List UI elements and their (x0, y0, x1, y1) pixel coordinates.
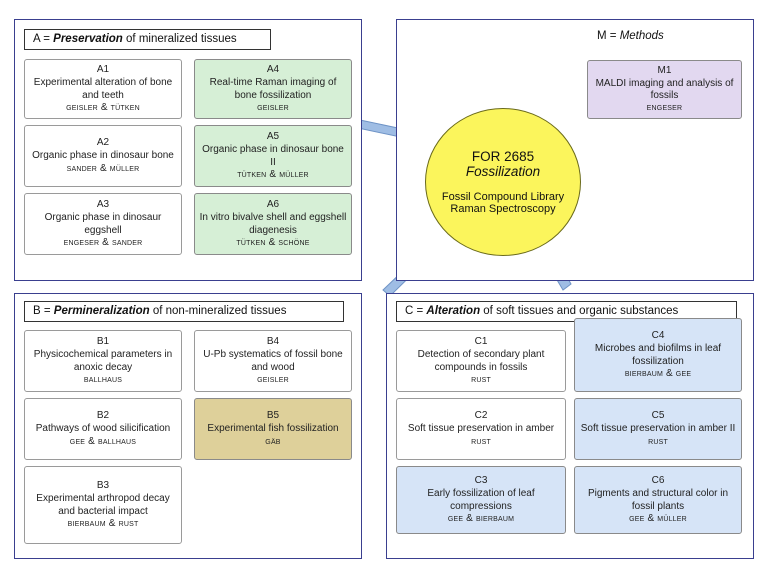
card-b5[interactable] (194, 398, 352, 460)
card-a2-code: A2 (96, 137, 110, 149)
card-a5-title: Organic phase in dinosaur bone II (202, 144, 344, 168)
card-b3-title: Experimental arthropod decay and bacterial impact (36, 493, 170, 517)
card-a3-author: engeser & sander (63, 236, 143, 248)
card-b1-title: Physicochemical parameters in anoxic decay (33, 349, 173, 373)
hub-line1: FOR 2685 (471, 149, 535, 164)
card-c3-code: C3 (474, 475, 488, 487)
card-a3-title: Organic phase in dinosaur eggshell (44, 212, 162, 236)
panel-b-rest: of non-mineralized tissues (149, 305, 287, 317)
card-b1-code: B1 (96, 336, 110, 348)
card-b5-code: B5 (266, 410, 280, 422)
card-b4-author: geisler (257, 373, 289, 385)
card-b3[interactable] (24, 466, 182, 544)
card-b2-code: B2 (96, 410, 110, 422)
card-c4[interactable] (574, 318, 742, 392)
hub-line3: Fossil Compound Library (441, 191, 565, 203)
card-c6-author: gee & müller (629, 512, 687, 524)
card-c3-author: gee & bierbaum (447, 512, 515, 524)
panel-a-rest: of mineralized tissues (122, 33, 237, 45)
card-c1-author: rust (471, 373, 491, 385)
card-a5-code: A5 (266, 131, 280, 143)
card-c5[interactable] (574, 398, 742, 460)
card-a1[interactable] (24, 59, 182, 119)
card-a4-author: geisler (257, 101, 289, 113)
card-b4[interactable] (194, 330, 352, 392)
card-m1-code: M1 (657, 64, 672, 76)
card-c3[interactable] (396, 466, 566, 534)
card-a4[interactable] (194, 59, 352, 119)
panel-a-emphasis: Preservation (53, 33, 123, 45)
card-a3-code: A3 (96, 199, 110, 211)
card-a6-code: A6 (266, 199, 280, 211)
card-c1-code: C1 (474, 336, 488, 348)
panel-c-emphasis: Alteration (426, 305, 481, 317)
project-hub (425, 108, 581, 256)
card-c5-author: rust (648, 435, 668, 447)
card-a6-title: In vitro bivalve shell and eggshell diagenesis (199, 212, 347, 236)
panel-c-code: C = (405, 305, 427, 317)
card-c6-code: C6 (651, 475, 665, 487)
card-a2[interactable] (24, 125, 182, 187)
panel-b-code: B = (33, 305, 54, 317)
card-a6[interactable] (194, 193, 352, 255)
panel-m-emphasis: Methods (619, 30, 664, 42)
panel-a-code: A = (33, 33, 54, 45)
card-m1-author: engeser (646, 102, 683, 114)
card-c1-title: Detection of secondary plant compounds in fossils (417, 349, 545, 373)
card-a2-title: Organic phase in dinosaur bone (32, 150, 174, 162)
card-m1[interactable] (587, 60, 742, 119)
card-a4-code: A4 (266, 64, 280, 76)
card-a2-author: sander & müller (66, 162, 140, 174)
card-b3-code: B3 (96, 480, 110, 492)
card-b3-author: bierbaum & rust (67, 517, 139, 529)
panel-b-emphasis: Permineralization (53, 305, 150, 317)
card-a3[interactable] (24, 193, 182, 255)
panel-m-code: M = (597, 30, 620, 42)
card-c3-title: Early fossilization of leaf compressions (427, 488, 535, 512)
card-b5-title: Experimental fish fossilization (207, 423, 339, 435)
card-m1-title: MALDI imaging and analysis of fossils (595, 77, 734, 101)
card-c1[interactable] (396, 330, 566, 392)
card-b1-author: ballhaus (83, 373, 123, 385)
panel-methods-title (597, 30, 664, 42)
card-c4-title: Microbes and biofilms in leaf fossilization (594, 343, 722, 367)
card-b1[interactable] (24, 330, 182, 392)
panel-permineralization-title (24, 301, 344, 322)
card-a4-title: Real-time Raman imaging of bone fossilization (209, 77, 337, 101)
card-c2-title: Soft tissue preservation in amber (407, 423, 555, 435)
hub-line4: Raman Spectroscopy (450, 203, 556, 215)
card-a1-title: Experimental alteration of bone and teeth (33, 77, 173, 101)
hub-line2: Fossilization (465, 164, 541, 179)
card-b4-code: B4 (266, 336, 280, 348)
card-c2-code: C2 (474, 410, 488, 422)
card-b2-author: gee & ballhaus (69, 435, 137, 447)
card-c4-author: bierbaum & gee (624, 367, 692, 379)
card-c5-code: C5 (651, 410, 665, 422)
card-b2[interactable] (24, 398, 182, 460)
card-c2-author: rust (471, 435, 491, 447)
card-c4-code: C4 (651, 330, 665, 342)
card-a6-author: tütken & schöne (236, 236, 310, 248)
panel-preservation-title (24, 29, 271, 50)
card-c2[interactable] (396, 398, 566, 460)
card-a5[interactable] (194, 125, 352, 187)
card-a1-author: geisler & tütken (66, 101, 140, 113)
card-a5-author: tütken & müller (237, 168, 309, 180)
card-c6-title: Pigments and structural color in fossil plants (587, 488, 729, 512)
card-b4-title: U-Pb systematics of fossil bone and wood (203, 349, 343, 373)
card-b2-title: Pathways of wood silicification (35, 423, 171, 435)
panel-c-rest: of soft tissues and organic substances (480, 305, 679, 317)
card-b5-author: gäb (265, 435, 281, 447)
card-c5-title: Soft tissue preservation in amber II (580, 423, 736, 435)
card-a1-code: A1 (96, 64, 110, 76)
card-c6[interactable] (574, 466, 742, 534)
